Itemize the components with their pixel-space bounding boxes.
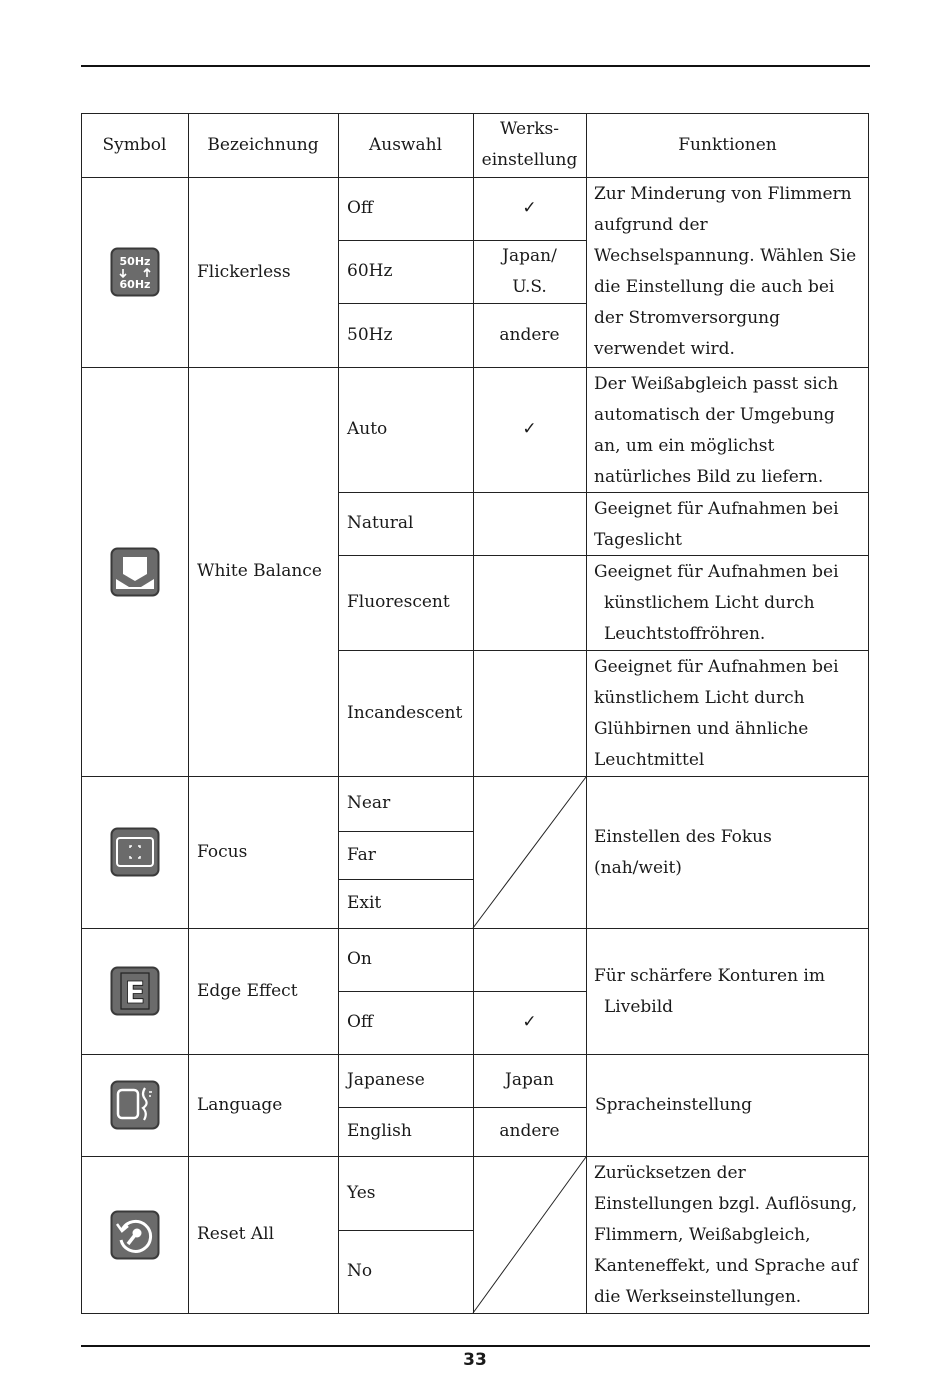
wb-function-fluorescent-line1: Geeignet für Aufnahmen bei xyxy=(594,562,839,582)
flickerless-option-60hz: 60Hz xyxy=(347,261,393,281)
bottom-rule xyxy=(81,1345,870,1347)
language-name: Language xyxy=(197,1094,283,1115)
language-default-english: andere xyxy=(499,1121,560,1141)
wb-option-auto: Auto xyxy=(347,419,388,439)
reset-symbol-cell xyxy=(81,1156,188,1313)
focus-option-near: Near xyxy=(347,793,391,813)
page-number: 33 xyxy=(463,1350,487,1370)
language-symbol-cell xyxy=(81,1054,188,1156)
flickerless-symbol-cell xyxy=(81,177,188,367)
language-icon xyxy=(110,1080,160,1130)
reset-function: Zurücksetzen der Einstellungen bzgl. Auflösung, Flimmern, Weißabgleich, Kanteneffekt, und Sprache auf die Werkseinstellungen. xyxy=(594,1163,859,1307)
focus-function: Einstellen des Fokus (nah/weit) xyxy=(594,827,772,878)
reset-option-yes: Yes xyxy=(347,1182,376,1203)
header-selection: Auswahl xyxy=(368,134,443,155)
flickerless-option-50hz: 50Hz xyxy=(347,324,393,345)
focus-icon xyxy=(110,827,160,877)
language-option-japanese: Japanese xyxy=(347,1070,425,1090)
settings-table xyxy=(81,113,869,1314)
edge-effect-option-off: Off xyxy=(347,1012,374,1032)
reset-option-no: No xyxy=(347,1261,373,1281)
wb-function-fluorescent xyxy=(586,555,869,650)
language-default-japanese: Japan xyxy=(505,1070,554,1090)
wb-function-natural: Geeignet für Aufnahmen bei Tageslicht xyxy=(594,499,839,550)
header-symbol: Symbol xyxy=(102,134,167,155)
flicker-icon-text-bottom: 60Hz xyxy=(119,278,150,291)
edge-effect-function xyxy=(586,928,869,1054)
focus-option-exit: Exit xyxy=(347,893,382,913)
flickerless-default-off: ✓ xyxy=(522,198,537,218)
wb-option-natural: Natural xyxy=(347,513,414,533)
language-option-english: English xyxy=(347,1121,412,1141)
flicker-50hz-60hz-icon xyxy=(110,247,160,297)
wb-function-fluorescent-line2: künstlichem Licht durch Leuchtstoffröhren. xyxy=(604,593,815,644)
wb-option-fluorescent: Fluorescent xyxy=(347,592,450,612)
wb-function-auto: Der Weißabgleich passt sich automatisch der Umgebung an, um ein möglichst natürliches Bild zu liefern. xyxy=(594,374,839,487)
edge-effect-function-line1: Für schärfere Konturen im xyxy=(594,966,825,986)
reset-icon xyxy=(110,1210,160,1260)
header-functions: Funktionen xyxy=(678,134,777,155)
flickerless-default-60hz: Japan/ U.S. xyxy=(502,245,557,297)
edge-effect-symbol-cell xyxy=(81,928,188,1054)
reset-name: Reset All xyxy=(197,1224,275,1244)
flickerless-function: Zur Minderung von Flimmern aufgrund der Wechselspannung. Wählen Sie die Einstellung die auch bei der Stromversorgung verwendet wird. xyxy=(594,184,857,359)
top-rule xyxy=(81,65,870,67)
edge-effect-icon-letter: E xyxy=(124,976,145,1011)
edge-effect-function-line2: Livebild xyxy=(604,997,674,1017)
language-function: Spracheinstellung xyxy=(595,1094,752,1115)
wb-function-incandescent: Geeignet für Aufnahmen bei künstlichem Licht durch Glühbirnen und ähnliche Leuchtmittel xyxy=(594,657,839,770)
wb-option-incandescent: Incandescent xyxy=(347,702,463,723)
header-name: Bezeichnung xyxy=(207,134,319,155)
flickerless-name: Flickerless xyxy=(197,261,291,282)
edge-effect-icon xyxy=(110,966,160,1016)
focus-name: Focus xyxy=(197,841,248,862)
edge-effect-option-on: On xyxy=(347,949,372,969)
flickerless-option-off: Off xyxy=(347,198,374,218)
focus-symbol-cell xyxy=(81,776,188,928)
edge-effect-default-off: ✓ xyxy=(522,1012,537,1032)
header-default-line2: einstellung xyxy=(481,150,578,170)
white-balance-icon xyxy=(110,547,160,597)
white-balance-symbol-cell xyxy=(81,367,188,776)
edge-effect-name: Edge Effect xyxy=(197,980,298,1001)
flicker-icon-text-top: 50Hz xyxy=(119,255,150,268)
white-balance-name: White Balance xyxy=(197,561,322,581)
focus-option-far: Far xyxy=(347,844,376,865)
edge-effect-default-on xyxy=(473,928,586,991)
header-default-line1: Werks- xyxy=(499,119,560,139)
wb-default-auto: ✓ xyxy=(522,419,537,439)
header-default xyxy=(473,113,586,177)
flickerless-default-50hz: andere xyxy=(499,324,560,345)
